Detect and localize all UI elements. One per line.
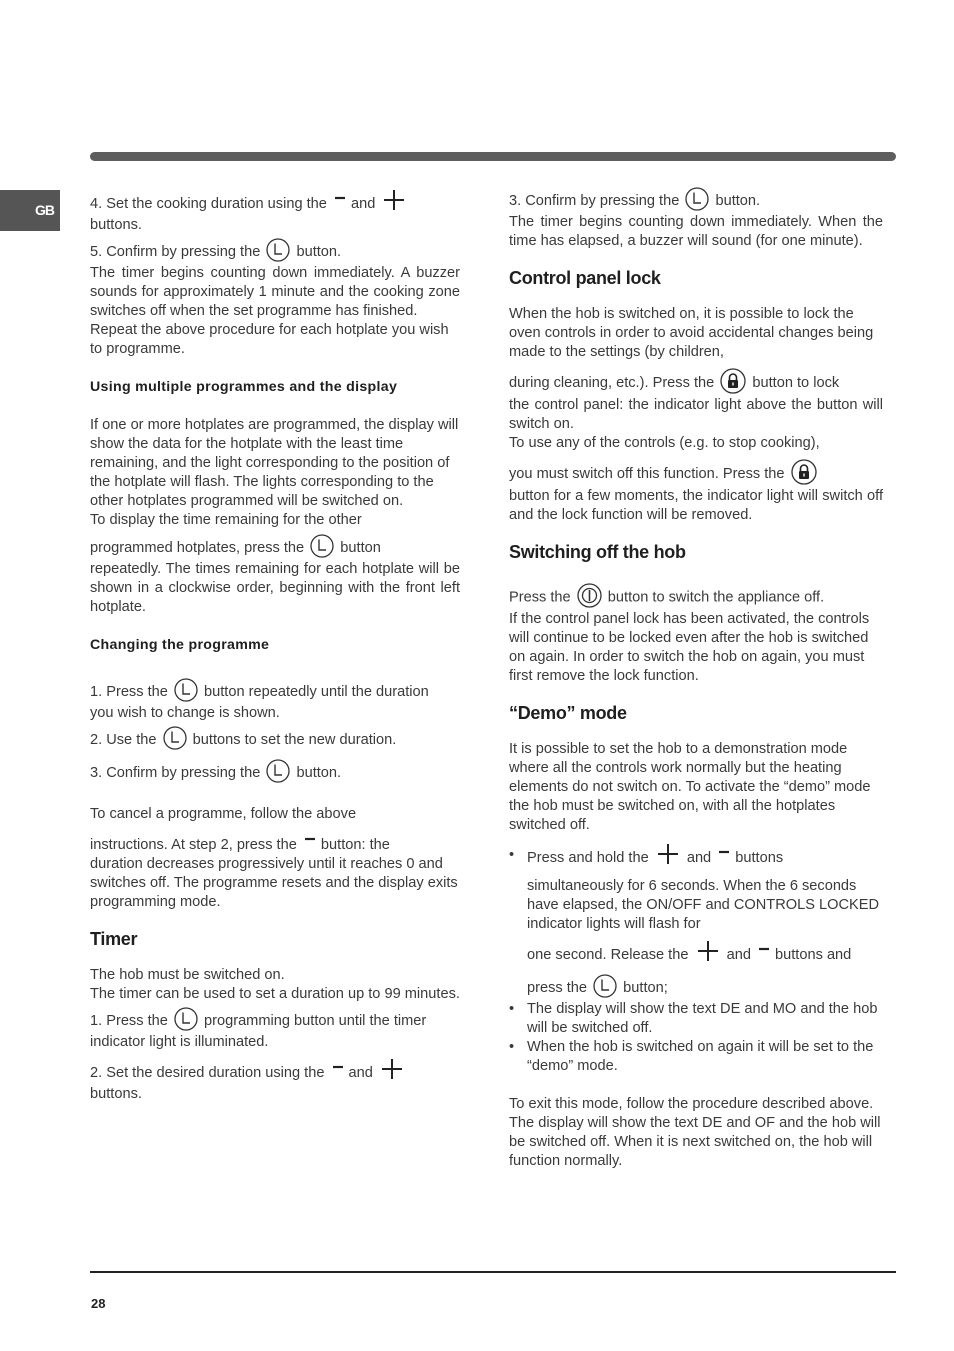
plus-button-icon: [380, 1057, 404, 1081]
bottom-rule: [90, 1271, 896, 1273]
off-text-a: Press the button to switch the appliance off.: [509, 585, 883, 610]
list-item: • The display will show the text DE and MO and the hob will be switched off.: [509, 1000, 883, 1038]
power-button-icon: [577, 583, 602, 608]
lock-text-a: When the hob is switched on, it is possible to lock the oven controls in order to avoid accidental changes being made to the settings (by children,: [509, 306, 874, 360]
minus-button-icon: [758, 943, 770, 955]
lock-text-d: the control panel: the indicator light above the button will switch on.: [509, 397, 883, 432]
control-panel-lock-heading: Control panel lock: [509, 268, 661, 288]
minus-button-icon: [304, 833, 316, 845]
exit-demo-text: To exit this mode, follow the procedure described above. The display will show the text DE and OF and the hob will be switched off. When it is next switched on, the hob will function normally.: [509, 1096, 881, 1169]
timer-step-2: 2. Set the desired duration using the and buttons.: [90, 1061, 460, 1104]
multiple-programmes-heading: Using multiple programmes and the display: [90, 379, 398, 395]
timer-text: The hob must be switched on.: [90, 967, 285, 983]
off-text-c: If the control panel lock has been activated, the controls will continue to be locked even after the hob is switched on again. In order to switch the hob on again, you must first remove the lock function.: [509, 611, 870, 684]
bullet-text-press: press the button;: [527, 976, 883, 1000]
repeat-text: Repeat the above procedure for each hotplate you wish to programme.: [90, 322, 449, 357]
demo-text: It is possible to set the hob to a demonstration mode where all the controls work normally but the heating elements do not switch on. To activate the “demo” mode the hob must be switched on, with all the hotplates switched off.: [509, 741, 871, 833]
minus-button-icon: [334, 192, 346, 204]
lock-text-g: button for a few moments, the indicator light will switch off and the lock function will be removed.: [509, 488, 883, 523]
demo-steps-list: [509, 846, 883, 1076]
bullet-text: simultaneously for 6 seconds. When the 6 seconds have elapsed, the ON/OFF and CONTROLS LOCKED indicator lights will flash for: [527, 878, 880, 932]
switching-off-heading: Switching off the hob: [509, 542, 686, 562]
minus-button-icon: [718, 846, 730, 858]
minus-button-icon: [332, 1061, 344, 1073]
language-tab: GB: [0, 190, 60, 231]
plus-button-icon: [382, 188, 406, 212]
step-5-text: 5. Confirm by pressing the button.: [90, 240, 460, 264]
list-item: • Press and hold the and buttons simultaneously for 6 seconds. When the 6 seconds have elapsed, the ON/OFF and CONTROLS LOCKED indicator lights will flash for one second. Release the and buttons and press the button;: [509, 846, 883, 1000]
page-number: 28: [91, 1296, 106, 1311]
timer-step-3: 3. Confirm by pressing the button.: [509, 189, 883, 213]
plus-button-icon: [696, 939, 720, 963]
demo-mode-heading: “Demo” mode: [509, 703, 627, 723]
display-time-text-a: To display the time remaining for the other: [90, 512, 362, 528]
changing-programme-heading: Changing the programme: [90, 637, 270, 653]
step-4-text: 4. Set the cooking duration using the and buttons.: [90, 192, 460, 235]
cancel-text-a: To cancel a programme, follow the above: [90, 806, 357, 822]
list-item: • When the hob is switched on again it will be set to the “demo” mode.: [509, 1038, 883, 1076]
change-step-2: 2. Use the buttons to set the new duration.: [90, 728, 460, 752]
cancel-text-b: instructions. At step 2, press the button: the: [90, 836, 460, 855]
clock-button-icon: [593, 974, 617, 998]
padlock-button-icon: [791, 459, 817, 485]
change-step-3: 3. Confirm by pressing the button.: [90, 761, 460, 785]
clock-button-icon: [266, 759, 290, 783]
timer-counting-text: The timer begins counting down immediately. A buzzer sounds for approximately 1 minute and the cooking zone switches off when the set programme has finished.: [90, 265, 460, 319]
bullet-text-release: one second. Release the and buttons and: [527, 943, 883, 967]
clock-button-icon: [310, 534, 334, 558]
cancel-text-d: duration decreases progressively until it reaches 0 and switches off. The programme resets and the display exits programming mode.: [90, 856, 458, 910]
clock-button-icon: [685, 187, 709, 211]
timer-heading: Timer: [90, 929, 138, 949]
clock-button-icon: [174, 678, 198, 702]
timer-done-text: The timer begins counting down immediately. When the time has elapsed, a buzzer will sound (for one minute).: [509, 214, 883, 249]
display-time-text-b: programmed hotplates, press the button: [90, 536, 460, 560]
change-step-1: 1. Press the button repeatedly until the duration you wish to change is shown.: [90, 680, 460, 723]
left-column: [90, 192, 460, 1104]
plus-button-icon: [656, 842, 680, 866]
clock-button-icon: [266, 238, 290, 262]
timer-step-1: 1. Press the programming button until the timer indicator light is illuminated.: [90, 1009, 460, 1052]
lock-text-f: you must switch off this function. Press the: [509, 461, 883, 487]
clock-button-icon: [174, 1007, 198, 1031]
multiple-programmes-text: If one or more hotplates are programmed, the display will show the data for the hotplate with the least time remaining, and the light corresponding to the position of the hotplate will flash. The lights corresponding to the other hotplates programmed will be switched on.: [90, 417, 459, 509]
display-time-text-d: repeatedly. The times remaining for each hotplate will be shown in a clockwise order, beginning with the front left hotplate.: [90, 561, 460, 615]
right-column: [509, 189, 883, 1171]
timer-text-2: The timer can be used to set a duration up to 99 minutes.: [90, 986, 460, 1002]
padlock-button-icon: [720, 368, 746, 394]
lock-text-b: during cleaning, etc.). Press the button to lock: [509, 370, 883, 396]
top-rule-bar: [90, 152, 896, 161]
lock-text-e: To use any of the controls (e.g. to stop cooking),: [509, 435, 820, 451]
clock-button-icon: [163, 726, 187, 750]
